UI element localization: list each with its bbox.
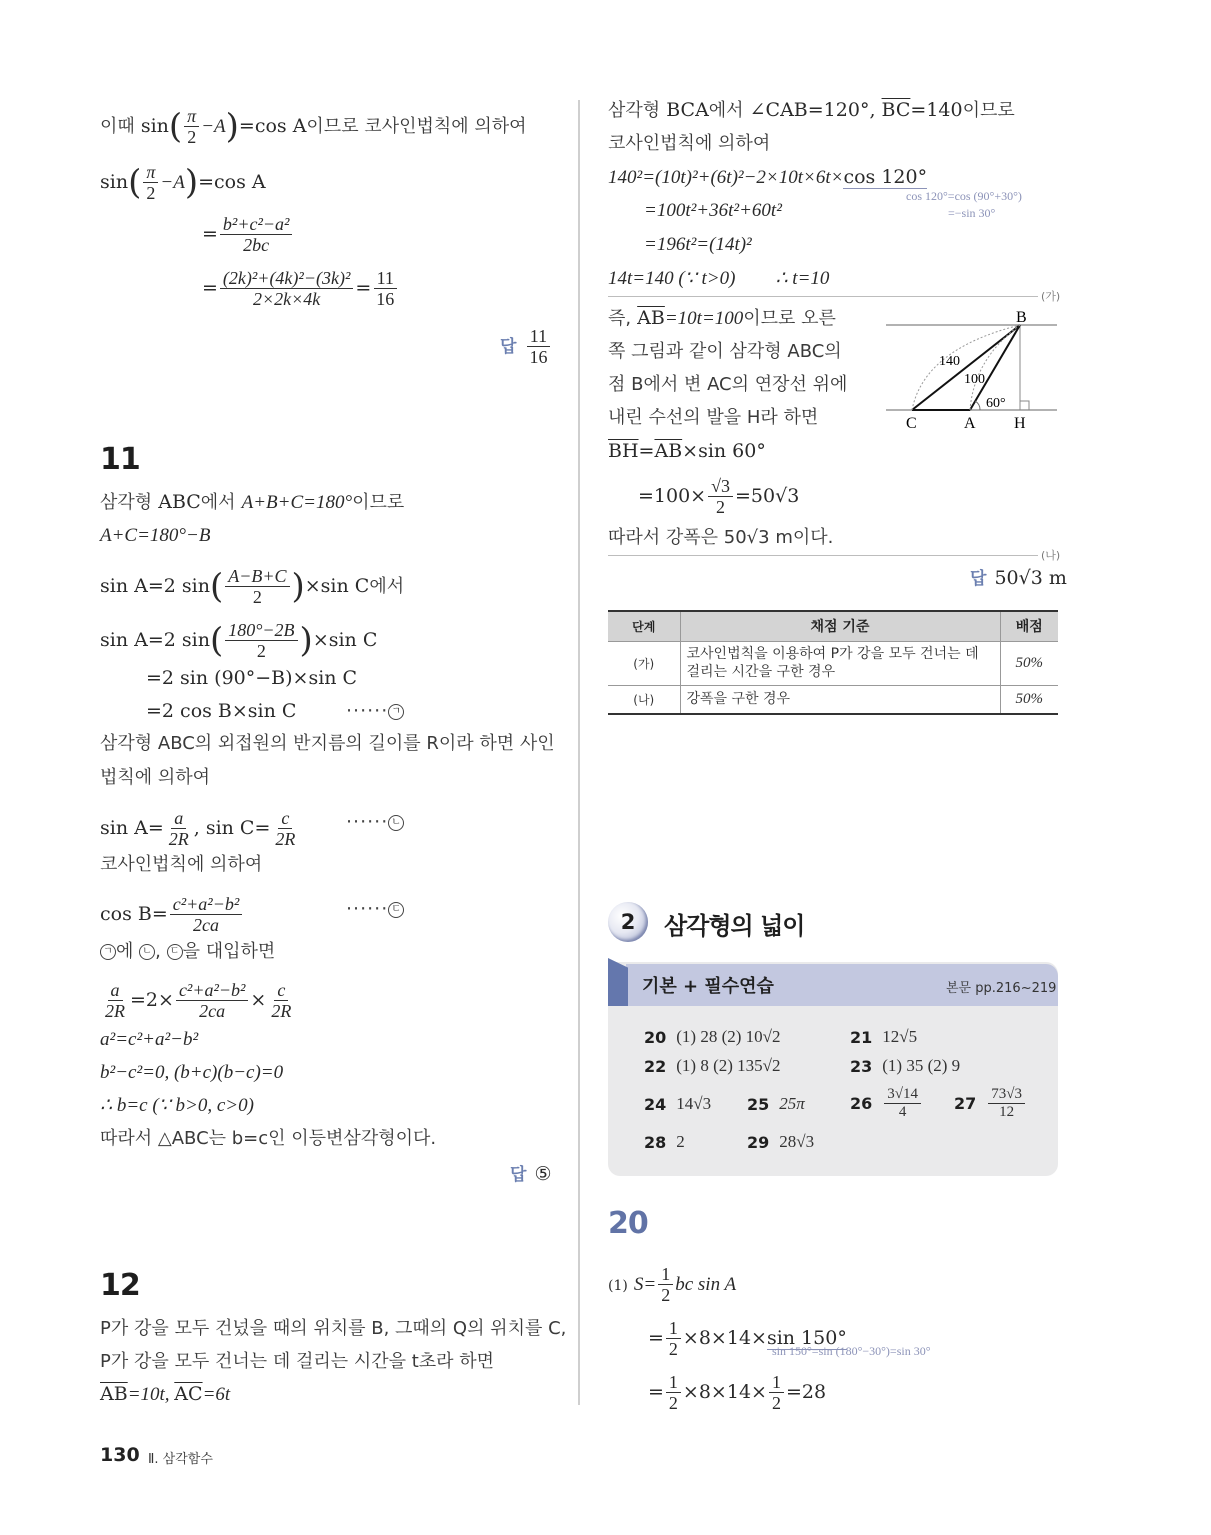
cell-criterion: 강폭을 구한 경우	[680, 685, 1000, 714]
p12-cont-line-5: =196t²=(14t)²	[644, 234, 752, 255]
answer-item-22: 22 (1) 8 (2) 135√2	[644, 1056, 781, 1076]
p11-line-13: $\frac{a}{2R}$ =2× $\frac{\text{c²+a²−b²}}{2ca}$ × $\frac{c}{2R}$	[105, 980, 292, 1021]
answer-item-25: 25 25π	[747, 1094, 805, 1114]
note-sin150: sin 150°=sin (180°−30°)=sin 30°	[772, 1344, 931, 1358]
p12-line-1: P가 강을 모두 건넜을 때의 위치를 B, 그때의 Q의 위치를 C,	[100, 1318, 567, 1339]
equation-step-2: = $\frac{\text{(2k)²+(4k)²−(3k)²}}{2\times 2k\times 4k}$ = $\frac{11}{16}$	[202, 268, 399, 309]
note-cos120: cos 120°=cos (90°+30°)	[906, 189, 1022, 203]
svg-text:60°: 60°	[986, 396, 1006, 411]
p12-cont-line-8: 쪽 그림과 같이 삼각형 ABC의	[608, 341, 842, 362]
intro-line: 이때 sin( $\frac{\pi}{2}$ −A)=cos A이므로 코사인법칙에 의하여	[100, 106, 527, 147]
p20-line-3: = $\frac{1}{2}$ ×8×14× $\frac{1}{2}$ =28	[648, 1372, 827, 1413]
problem-number-20: 20	[608, 1206, 648, 1241]
p11-line-3: sin A=2 sin( $\frac{A-B+C}{2}$ )×sin C에서	[100, 566, 405, 607]
p12-cont-line-6: 14t=140 (∵ t>0) ∴ t=10	[608, 268, 830, 289]
svg-text:A: A	[964, 415, 976, 432]
answer-item-28: 28 2	[644, 1132, 685, 1152]
chapter-label: Ⅱ. 삼각함수	[148, 1452, 213, 1467]
answer-label: 답	[500, 337, 517, 357]
answer-item-20: 20 (1) 28 (2) 10√2	[644, 1027, 781, 1047]
step-divider-ga	[608, 296, 1038, 297]
equation-sin-cos: sin( $\frac{\pi}{2}$ −A)=cos A	[100, 162, 266, 203]
svg-text:B: B	[1016, 309, 1027, 326]
p20-line-1: (1) S= $\frac{1}{2}$ bc sin A	[608, 1264, 737, 1305]
p12-cont-line-2: 코사인법칙에 의하여	[608, 133, 771, 154]
text: =cos A	[238, 115, 307, 137]
table-row	[608, 685, 1058, 714]
column-divider	[578, 100, 580, 1405]
practice-title: 기본 + 필수연습	[642, 976, 774, 997]
p12-cont-line-12: =100× $\frac{√3}{2}$ =50√3	[638, 476, 800, 517]
mark-3: ······ ㄷ	[346, 897, 404, 921]
p11-line-5: =2 sin (90°−B)×sin C	[146, 667, 358, 689]
svg-text:C: C	[906, 415, 917, 432]
header-criterion: 채점 기준	[680, 611, 1000, 641]
triangle-diagram	[884, 304, 1059, 434]
section-title: 삼각형의 넓이	[664, 912, 805, 940]
equation-step-1: = $\frac{\text{b²+c²−a²}}{2bc}$	[202, 214, 294, 255]
p12-cont-line-9: 점 B에서 변 AC의 연장선 위에	[608, 374, 848, 395]
p12-cont-line-10: 내린 수선의 발을 H라 하면	[608, 407, 819, 428]
answer-item-21: 21 12√5	[850, 1027, 918, 1047]
header-step: 단계	[608, 611, 680, 641]
answer-item-24: 24 14√3	[644, 1094, 712, 1114]
p12-cont-line-1: 삼각형 BCA에서 ∠CAB=120°, $\overline{BC}=140$이므로	[608, 99, 1015, 121]
p12-line-2: P가 강을 모두 건너는 데 걸리는 시간을 t초라 하면	[100, 1351, 495, 1372]
p11-line-10: 코사인법칙에 의하여	[100, 854, 263, 875]
section-number-badge: 2	[608, 902, 648, 942]
answer-item-27: 27 $\frac{73√3}{12}$	[954, 1086, 1027, 1121]
text: −A	[201, 116, 226, 137]
p11-line-12: ㄱ 에 ㄴ , ㄷ 을 대입하면	[100, 940, 275, 964]
scoring-table	[608, 610, 1058, 715]
cell-score: 50%	[1000, 641, 1058, 685]
mark-2: ······ ㄴ	[346, 810, 404, 834]
p11-line-8: 법칙에 의하여	[100, 767, 211, 788]
p11-line-17: 따라서 △ABC는 b=c인 이등변삼각형이다.	[100, 1128, 437, 1149]
p11-line-7: 삼각형 ABC의 외접원의 반지름의 길이를 R이라 하면 사인	[100, 733, 555, 754]
header-score: 배점	[1000, 611, 1058, 641]
p11-line-2: A+C=180°−B	[100, 525, 211, 546]
p12-line-3: $\overline{AB}=10t$, $\overline{AC}=6t$	[100, 1383, 231, 1405]
text: sin	[140, 115, 169, 137]
svg-text:H: H	[1014, 415, 1026, 432]
p12-cont-line-11: $\overline{BH}=\overline{AB}\times\sin$ 60°	[608, 440, 766, 462]
p12-cont-line-4: =100t²+36t²+60t²	[644, 200, 782, 221]
cell-step: (가)	[608, 641, 680, 685]
note-cos120-b: =−sin 30°	[948, 206, 996, 220]
svg-text:140: 140	[939, 354, 960, 369]
p11-line-4: sin A=2 sin( $\frac{180^\circ-2B}{2}$ )×sin C	[100, 620, 378, 661]
step-tag-ga: (가)	[1041, 290, 1061, 303]
fraction: $\frac{\pi}{2}$	[184, 106, 199, 147]
problem-number-11: 11	[100, 442, 140, 477]
text: 이때	[100, 116, 135, 137]
answer-item-26: 26 $\frac{3√14}{4}$	[850, 1086, 923, 1121]
cell-criterion: 코사인법칙을 이용하여 P가 강을 모두 건너는 데 걸리는 시간을 구한 경우	[680, 641, 1000, 685]
p11-line-14: a²=c²+a²−b²	[100, 1029, 199, 1050]
answer-item-23: 23 (1) 35 (2) 9	[850, 1056, 961, 1076]
p11-line-6: =2 cos B×sin C	[146, 700, 297, 722]
svg-text:100: 100	[964, 372, 985, 387]
p11-line-16: ∴ b=c (∵ b>0, c>0)	[100, 1095, 254, 1116]
p12-cont-line-7: 즉, $\overline{AB}=10t=100$이므로 오른	[608, 307, 836, 329]
mark-1: ······ ㄱ	[346, 699, 404, 723]
p11-line-9: sin A= $\frac{a}{2R}$ , sin C= $\frac{c}{2R}$	[100, 808, 296, 849]
cell-step: (나)	[608, 685, 680, 714]
cell-score: 50%	[1000, 685, 1058, 714]
answer-item-29: 29 28√3	[747, 1132, 815, 1152]
answer-11: 답 ⑤	[510, 1163, 552, 1185]
table-row	[608, 641, 1058, 685]
step-tag-na: (나)	[1041, 549, 1061, 562]
p12-cont-line-13: 따라서 강폭은 50√3 m이다.	[608, 527, 834, 548]
step-divider-na	[608, 555, 1038, 556]
p11-line-15: b²−c²=0, (b+c)(b−c)=0	[100, 1062, 284, 1083]
p20-line-2: = $\frac{1}{2}$ ×8×14×sin 150°	[648, 1318, 847, 1359]
p11-line-11: cos B= $\frac{\text{c²+a²−b²}}{2ca}$	[100, 894, 244, 935]
p11-line-1: 삼각형 ABC에서 A+B+C=180°이므로	[100, 491, 405, 513]
page-reference: 본문 pp.216~219	[946, 981, 1057, 996]
answer-10: 답 $\frac{11}{16}$	[500, 326, 552, 367]
problem-number-12: 12	[100, 1268, 140, 1303]
p12-cont-line-3: 140²=(10t)²+(6t)²−2×10t×6t×cos 120°	[608, 166, 928, 188]
page-number: 130	[100, 1444, 140, 1466]
text: 이므로 코사인법칙에 의하여	[306, 116, 527, 137]
answer-12: 답 50√3 m	[970, 567, 1067, 589]
